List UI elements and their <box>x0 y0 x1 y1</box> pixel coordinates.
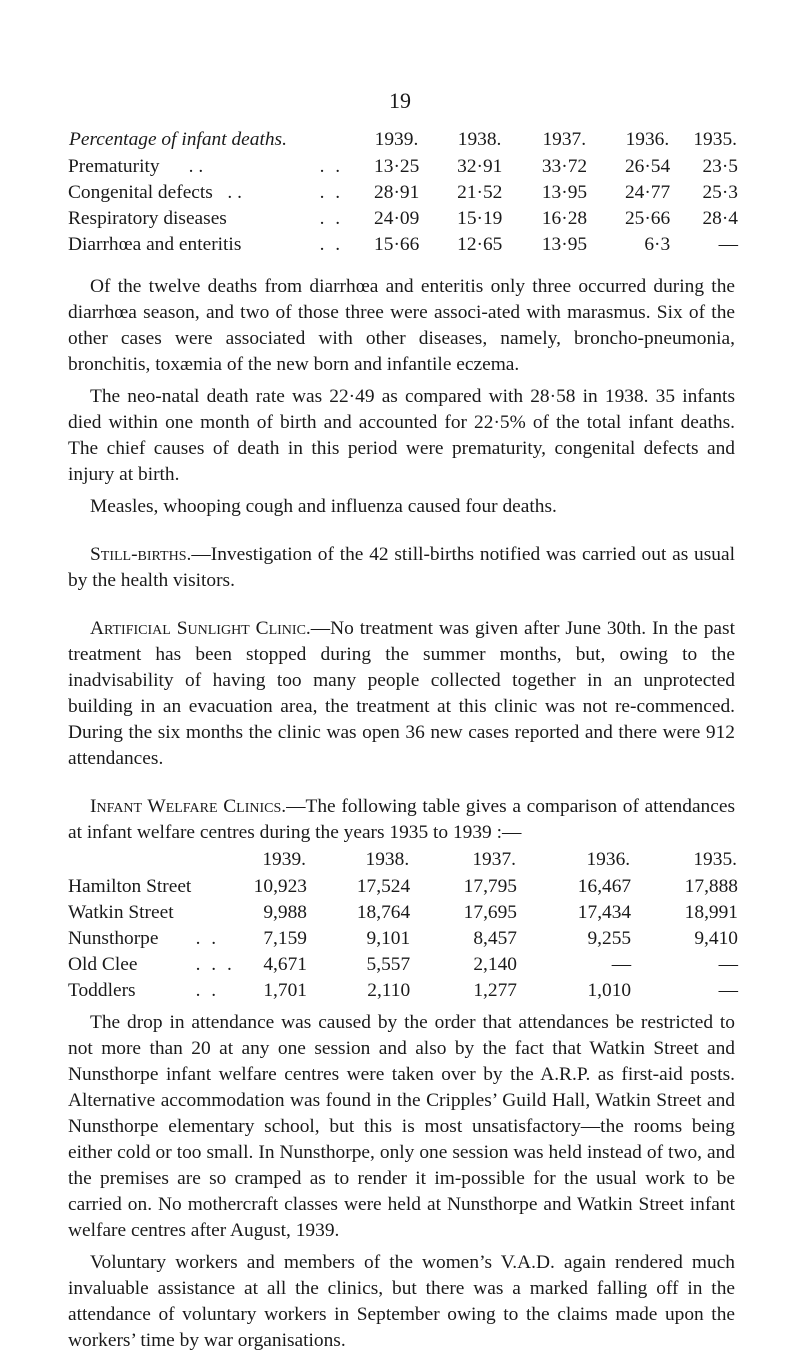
table-cell: 1,277 <box>473 980 517 1001</box>
table-cell: 6·3 <box>644 234 671 255</box>
paragraph: Voluntary workers and members of the women’s V.A.D. again rendered much invaluable assistance at all the clinics, but there was a marked falling off in the attendance of voluntary workers in September owing to the claims made upon the workers’ time by war organisations. <box>68 1252 735 1351</box>
table-cell: 9,988 <box>263 902 307 923</box>
table-cell: 13·95 <box>541 234 588 255</box>
table-row <box>68 900 738 926</box>
row-label: Toddlers <box>68 980 136 1001</box>
row-label: Hamilton Street <box>68 876 192 897</box>
paragraph: Artificial Sunlight Clinic.—No treatment was given after June 30th. In the past treatment has been stopped during the summer months, but, owing to the inadvisability of having too many people collected together in an unprotected building in an evacuation area, the treatment at this clinic was not re-commenced. During the six months the clinic was open 36 new cases reported and there were 912 attendances. <box>68 618 735 769</box>
table-cell: 17,695 <box>463 902 517 923</box>
table-cell: 28·4 <box>702 208 738 229</box>
paragraph: Measles, whooping cough and influenza caused four deaths. <box>90 496 557 517</box>
table-cell: 17,888 <box>684 876 738 897</box>
table-cell: — <box>718 980 738 1001</box>
table-cell: 15·19 <box>457 208 503 229</box>
table-header-row <box>68 846 738 874</box>
leader-dots <box>196 874 235 900</box>
attendance-table <box>68 846 738 1004</box>
paragraph: Still-births.—Investigation of the 42 still-births notified was carried out as usual by the health visitors. <box>68 544 735 591</box>
paragraph: The drop in attendance was caused by the order that attendances be restricted to not more than 20 at any one session and also by the fact that Watkin Street and Nunsthorpe infant welfare centres were taken over by the A.R.P. as first-aid posts. Alternative accommodation was found in the Cripples’ Guild Hall, Watkin Street and Nunsthorpe elementary school, but this is most unsatisfactory—the rooms being either cold or too small. In Nunsthorpe, only one session was held instead of two, and the premises are so cramped as to render it im-possible for the usual work to be carried on. No mothercraft classes were held at Nunsthorpe and Watkin Street infant welfare centres after August, 1939. <box>68 1012 735 1241</box>
table-cell: 4,671 <box>263 954 307 975</box>
section-heading: Still-births. <box>90 544 192 565</box>
table-cell: 24·77 <box>624 182 671 203</box>
table-row <box>68 180 738 206</box>
table-cell: 24·09 <box>374 208 420 229</box>
row-label: Prematurity . . <box>68 156 204 177</box>
table-cell: 10,923 <box>253 876 307 897</box>
table-cell: 33·72 <box>541 156 588 177</box>
year-header: 1936. <box>586 849 631 870</box>
paragraph: Infant Welfare Clinics.—The following table gives a comparison of attendances at infant welfare centres during the years 1935 to 1939 :— <box>68 796 736 843</box>
table-cell: 32·91 <box>457 156 503 177</box>
table-cell: 17,524 <box>356 876 411 897</box>
table-cell: 1,701 <box>263 980 307 1001</box>
section-heading: Artificial Sunlight Clinic. <box>90 618 311 639</box>
row-label: Watkin Street <box>68 902 174 923</box>
row-label: Nunsthorpe <box>68 928 159 949</box>
table-cell: 2,110 <box>367 980 411 1001</box>
table-cell: — <box>718 234 738 255</box>
leader-dots: . . <box>319 182 344 203</box>
leader-dots: . . <box>319 156 344 177</box>
paragraph: Of the twelve deaths from diarrhœa and enteritis only three occurred during the diarrhœa season, and two of those three were associ-ated with marasmus. Six of the other cases were associated with other diseases, namely, broncho-pneumonia, bronchitis, toxæmia of the new born and infantile eczema. <box>68 276 735 375</box>
table-row <box>68 926 738 952</box>
row-label: Congenital defects . . <box>68 182 242 203</box>
table-cell: 25·66 <box>624 208 671 229</box>
year-header: 1939. <box>374 129 419 150</box>
table-cell: 21·52 <box>457 182 503 203</box>
year-header: 1939. <box>262 849 306 870</box>
row-label: Old Clee <box>68 954 138 975</box>
table-cell: 17,434 <box>577 902 632 923</box>
leader-dots: . . <box>195 928 220 949</box>
table-row <box>68 874 738 900</box>
table-cell: 23·5 <box>702 156 738 177</box>
table-row <box>68 952 738 978</box>
table-cell: 13·25 <box>374 156 420 177</box>
table-cell: 5,557 <box>366 954 411 975</box>
table-row <box>68 232 738 258</box>
table-cell: 7,159 <box>263 928 307 949</box>
table-cell: 9,101 <box>366 928 411 949</box>
year-header: 1935. <box>693 849 737 870</box>
page-number: 19 <box>389 88 411 113</box>
table-cell: 2,140 <box>473 954 517 975</box>
table-cell: 16,467 <box>577 876 632 897</box>
page-content <box>68 126 738 1354</box>
row-label: Diarrhœa and enteritis <box>68 234 242 255</box>
table-cell: 25·3 <box>702 182 738 203</box>
year-header: 1937. <box>472 849 516 870</box>
table-cell: — <box>718 954 738 975</box>
table-cell: 9,255 <box>587 928 632 949</box>
table-cell: 26·54 <box>624 156 671 177</box>
table-cell: 8,457 <box>473 928 517 949</box>
table-cell: 28·91 <box>374 182 420 203</box>
year-header: 1935. <box>693 129 737 150</box>
leader-dots: . . . <box>195 954 235 975</box>
table-header-row <box>68 126 738 154</box>
year-header: 1938. <box>457 129 502 150</box>
table-cell: 15·66 <box>374 234 420 255</box>
table-cell: 17,795 <box>463 876 517 897</box>
year-header: 1938. <box>365 849 410 870</box>
table-cell: — <box>611 954 632 975</box>
table-row <box>68 206 738 232</box>
year-header: 1936. <box>625 129 670 150</box>
leader-dots: . . <box>319 234 344 255</box>
paragraph: The neo-natal death rate was 22·49 as compared with 28·58 in 1938. 35 infants died within one month of birth and accounted for 22·5% of the total infant deaths. The chief causes of death in this period were prematurity, congenital defects and injury at birth. <box>68 386 735 485</box>
leader-dots: . . <box>319 208 344 229</box>
year-header: 1937. <box>542 129 587 150</box>
table-cell: 13·95 <box>541 182 588 203</box>
table-row <box>68 978 738 1004</box>
table-title: Percentage of infant deaths. <box>69 129 287 150</box>
table-row <box>68 154 738 180</box>
table-cell: 18,764 <box>356 902 411 923</box>
row-label: Respiratory diseases <box>68 208 227 229</box>
leader-dots <box>196 900 235 926</box>
leader-dots: . . <box>195 980 220 1001</box>
section-heading: Infant Welfare Clinics. <box>90 796 287 817</box>
table-cell: 12·65 <box>457 234 503 255</box>
table-cell: 16·28 <box>541 208 588 229</box>
infant-deaths-table <box>68 126 738 258</box>
table-cell: 1,010 <box>587 980 632 1001</box>
table-cell: 18,991 <box>684 902 738 923</box>
table-cell: 9,410 <box>694 928 738 949</box>
